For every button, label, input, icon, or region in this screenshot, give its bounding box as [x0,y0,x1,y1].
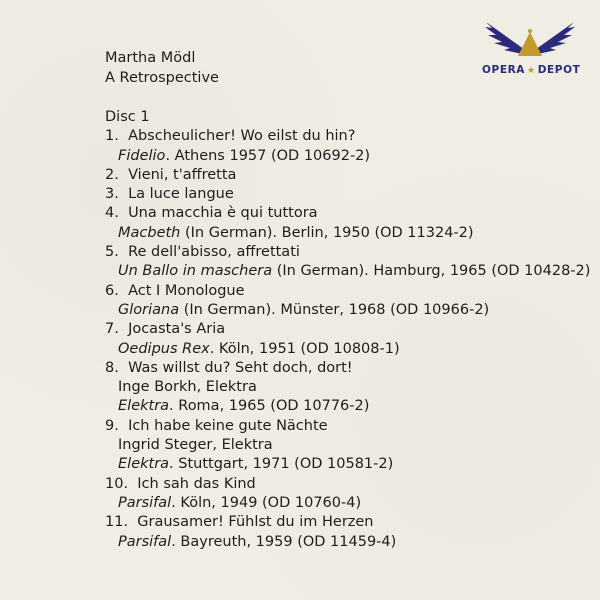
track-title-line [105,166,590,185]
track-list [105,108,590,552]
recording-details: . Roma, 1965 (OD 10776-2) [169,398,370,415]
recording-details: (In German). Hamburg, 1965 (OD 10428-2) [272,263,591,280]
track-source-line [105,147,590,166]
recording-details: (In German). Münster, 1968 (OD 10966-2) [179,301,490,318]
track-number: 2. [105,166,119,183]
track-number: 4. [105,205,119,222]
disc-label: Disc 1 [105,109,150,125]
logo-word-opera: OPERA [482,64,526,76]
track-title: Was willst du? Seht doch, dort! [128,359,353,376]
track-title: Grausamer! Fühlst du im Herzen [137,514,374,531]
opera-title: Elektra [118,398,170,415]
track-source-line [105,262,590,281]
track-title: Act I Monologue [128,282,245,299]
track-number: 6. [105,282,119,299]
recording-details: . Köln, 1951 (OD 10808-1) [209,340,400,357]
track-title-line [105,204,590,223]
opera-depot-logo [482,18,581,94]
track-title-line [105,127,590,146]
opera-title: Un Ballo in maschera [118,263,273,280]
album-title: A Retrospective [105,70,219,86]
track-title: La luce langue [128,186,234,203]
opera-title: Macbeth [118,224,181,241]
track-number: 3. [105,186,119,203]
winged-bell-icon [482,18,578,68]
opera-title: Oedipus Rex [118,340,210,357]
tracks-container [105,127,590,552]
track-title-line [105,243,590,262]
recording-details: . Stuttgart, 1971 (OD 10581-2) [169,456,394,473]
track-number: 9. [105,417,119,434]
recording-details: (In German). Berlin, 1950 (OD 11324-2) [180,224,474,241]
track-number: 10. [105,475,129,492]
opera-title: Parsifal [118,533,172,550]
track-source-line [105,397,590,416]
track-title-line [105,320,590,339]
recording-details: . Köln, 1949 (OD 10760-4) [171,494,362,511]
track-title: Una macchia è qui tuttora [128,205,318,222]
track-title-line [105,185,590,204]
track-source-line [105,455,590,474]
opera-title: Parsifal [118,494,172,511]
track-performers: Ingrid Steger, Elektra [118,437,273,454]
star-icon: ★ [527,66,536,76]
track-number: 5. [105,244,119,261]
track-source-line [105,301,590,320]
track-number: 7. [105,321,119,338]
recording-details: . Bayreuth, 1959 (OD 11459-4) [171,533,397,550]
track-title: Jocasta's Aria [128,321,226,338]
opera-title: Fidelio [118,147,166,164]
track-source-line [105,340,590,359]
track-title: Ich habe keine gute Nächte [128,417,328,434]
track-title-line [105,513,590,532]
album-header [105,48,219,88]
track-source-line [105,533,590,552]
track-source-line [105,494,590,513]
track-number: 11. [105,514,129,531]
track-title: Vieni, t'affretta [128,166,237,183]
track-title-line [105,359,590,378]
track-performers: Inge Borkh, Elektra [118,379,257,396]
track-title-line [105,475,590,494]
logo-wordmark [482,64,581,76]
track-title-line [105,282,590,301]
track-number: 1. [105,128,119,145]
track-source-line [105,224,590,243]
artist-name: Martha Mödl [105,50,196,66]
track-title: Re dell'abisso, affrettati [128,244,300,261]
track-title: Ich sah das Kind [137,475,256,492]
track-title: Abscheulicher! Wo eilst du hin? [128,128,356,145]
track-number: 8. [105,359,119,376]
recording-details: . Athens 1957 (OD 10692-2) [165,147,371,164]
logo-word-depot: DEPOT [537,64,581,76]
track-title-line [105,417,590,436]
opera-title: Elektra [118,456,170,473]
opera-title: Gloriana [118,301,180,318]
